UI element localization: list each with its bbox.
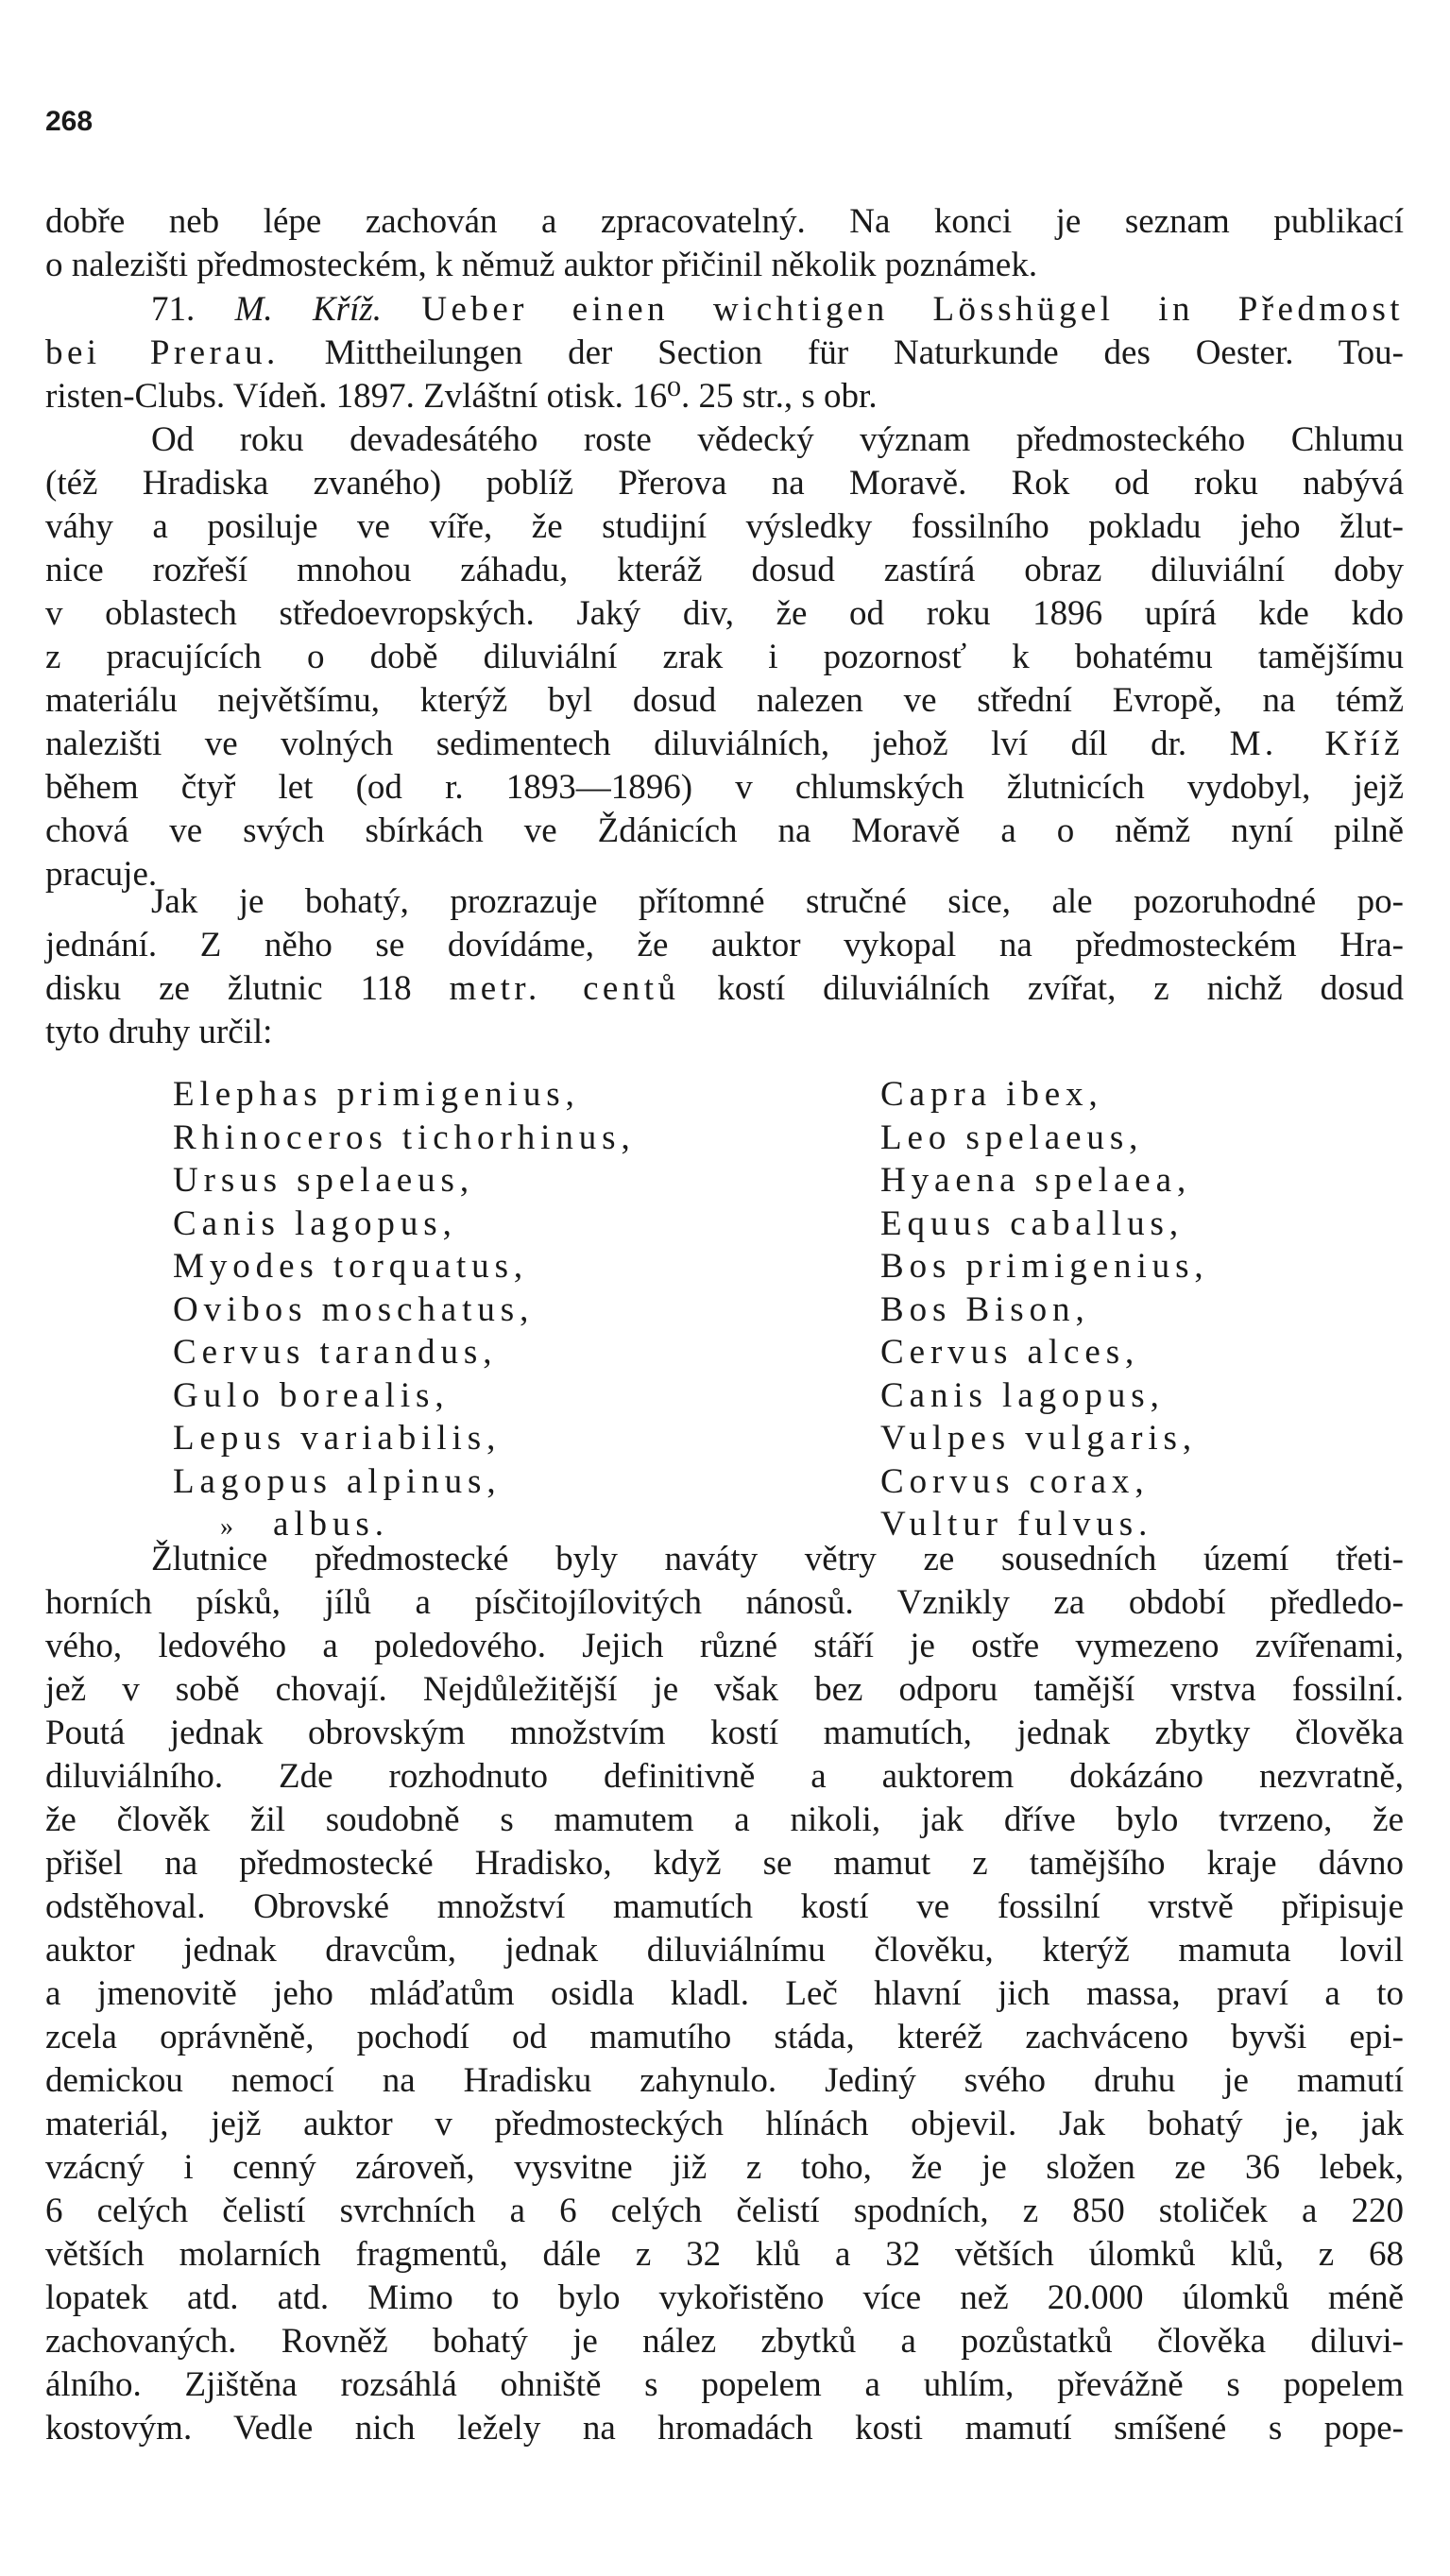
author-reference: M. Kříž bbox=[1229, 725, 1405, 763]
species-item: Corvus corax, bbox=[880, 1461, 1150, 1501]
text-line: vého, ledového a poledového. Jejich různé stáří je ostře vymezeno zvířenami, bbox=[45, 1627, 1404, 1665]
entry-number: 71. bbox=[151, 290, 196, 329]
text-line: álního. Zjištěna rozsáhlá ohniště s popelem a uhlím, převážně s popelem bbox=[45, 2365, 1404, 2404]
text-line: že člověk žil soudobně s mamutem a nikoli, jak dříve bylo tvrzeno, že bbox=[45, 1800, 1404, 1839]
text-line: větších molarních fragmentů, dále z 32 klů a 32 větších úlomků klů, z 68 bbox=[45, 2235, 1404, 2274]
species-item: Equus caballus, bbox=[880, 1203, 1185, 1243]
ditto-mark: » bbox=[220, 1512, 233, 1542]
text-line: chová ve svých sbírkách ve Ždánicích na Moravě a o němž nyní pilně bbox=[45, 811, 1404, 850]
text-line: auktor jednak dravcům, jednak diluviálnímu člověku, kterýž mamuta lovil bbox=[45, 1931, 1404, 1970]
species-item: Cervus alces, bbox=[880, 1333, 1140, 1372]
text-line: váhy a posiluje ve víře, že studijní výsledky fossilního pokladu jeho žlut- bbox=[45, 507, 1404, 546]
text-line: materiál, jejž auktor v předmosteckých hlínách objevil. Jak bohatý je, jak bbox=[45, 2105, 1404, 2143]
species-item: Lepus variabilis, bbox=[173, 1419, 502, 1458]
species-item: Elephas primigenius, bbox=[173, 1075, 580, 1114]
text-line: (též Hradiska zvaného) poblíž Přerova na Moravě. Rok od roku nabývá bbox=[45, 464, 1404, 503]
species-item: Leo spelaeus, bbox=[880, 1117, 1144, 1157]
text-line: během čtyř let (od r. 1893—1896) v chlumských žlutnicích vydobyl, jejž bbox=[45, 768, 1404, 807]
species-item: Canis lagopus, bbox=[173, 1203, 457, 1243]
page-number: 268 bbox=[45, 106, 94, 137]
species-item: Vultur fulvus. bbox=[880, 1505, 1153, 1544]
species-item: Vulpes vulgaris, bbox=[880, 1419, 1198, 1458]
text-line: tyto druhy určil: bbox=[45, 1013, 273, 1051]
text-line: z pracujících o době diluviální zrak i pozornosť k bohatému tamějšímu bbox=[45, 638, 1404, 676]
species-item: Ovibos moschatus, bbox=[173, 1289, 535, 1329]
text-line: demickou nemocí na Hradisku zahynulo. Jediný svého druhu je mamutí bbox=[45, 2061, 1404, 2100]
text-segment: kostí diluviálních zvířat, z nichž dosud bbox=[717, 969, 1405, 1008]
text-line: v oblastech středoevropských. Jaký div, že od roku 1896 upírá kde kdo bbox=[45, 594, 1404, 633]
text-line: Žlutnice předmostecké byly naváty větry ze sousedních území třeti- bbox=[151, 1540, 1404, 1578]
species-item: Bos Bison, bbox=[880, 1289, 1090, 1329]
text-line: odstěhoval. Obrovské množství mamutích kostí ve fossilní vrstvě připisuje bbox=[45, 1887, 1404, 1926]
text-line: jež v sobě chovají. Nejdůležitější je však bez odporu tamější vrstva fossilní. bbox=[45, 1670, 1404, 1709]
intro-paragraph bbox=[45, 200, 1404, 287]
text-line: lopatek atd. atd. Mimo to bylo vykořistěno více než 20.000 úlomků méně bbox=[45, 2278, 1404, 2317]
species-item: Lagopus alpinus, bbox=[173, 1461, 502, 1501]
species-item: Rhinoceros tichorhinus, bbox=[173, 1117, 636, 1157]
entry-title-end: bei Prerau. bbox=[45, 333, 280, 372]
entry-heading-line bbox=[45, 288, 1404, 332]
entry-line bbox=[45, 332, 1404, 375]
paragraph-3 bbox=[45, 880, 1404, 1054]
species-list-left bbox=[173, 1073, 636, 1546]
text-line: zachovaných. Rovněž bohatý je nález zbytků a pozůstatků člověka diluvi- bbox=[45, 2322, 1404, 2361]
text-line bbox=[45, 723, 1404, 766]
text-line: přišel na předmostecké Hradisko, když se mamut z tamějšího kraje dávno bbox=[45, 1844, 1404, 1883]
text-line: vzácný i cenný zároveň, vysvitne již z toho, že je složen ze 36 lebek, bbox=[45, 2148, 1404, 2187]
text-line: pracuje. bbox=[45, 855, 158, 894]
text-line: 6 celých čelistí svrchních a 6 celých čelistí spodních, z 850 stoliček a 220 bbox=[45, 2192, 1404, 2230]
paragraph-4 bbox=[45, 1538, 1404, 2450]
text-line: Jak je bohatý, prozrazuje přítomné stručné sice, ale pozoruhodné po- bbox=[151, 882, 1404, 921]
species-item: Canis lagopus, bbox=[880, 1375, 1165, 1415]
species-item: Ursus spelaeus, bbox=[173, 1161, 474, 1200]
text-line: dobře neb lépe zachován a zpracovatelný. Na konci je seznam publikací bbox=[45, 202, 1404, 241]
text-line: diluviálního. Zde rozhodnuto definitivně a auktorem dokázáno nezvratně, bbox=[45, 1757, 1404, 1796]
entry-source: Mittheilungen der Section für Naturkunde des Oester. Tou- bbox=[324, 333, 1404, 372]
text-line: kostovým. Vedle nich ležely na hromadách kosti mamutí smíšené s pope- bbox=[45, 2409, 1404, 2448]
species-item: Capra ibex, bbox=[880, 1075, 1103, 1114]
species-name: albus. bbox=[273, 1505, 389, 1544]
text-line: Od roku devadesátého roste vědecký význam předmosteckého Chlumu bbox=[151, 420, 1404, 459]
species-item: Myodes torquatus, bbox=[173, 1247, 529, 1286]
text-line bbox=[45, 967, 1404, 1011]
entry-author: M. Kříž. bbox=[234, 290, 383, 329]
text-line: a jmenovitě jeho mláďatům osidla kladl. Leč hlavní jich massa, praví a to bbox=[45, 1974, 1404, 2013]
text-line: o nalezišti předmosteckém, k němuž auktor přičinil několik poznámek. bbox=[45, 246, 1038, 284]
text-line: jednání. Z něho se dovídáme, že auktor vykopal na předmosteckém Hra- bbox=[45, 926, 1404, 964]
paragraph-2 bbox=[45, 418, 1404, 896]
text-line: materiálu největšímu, kterýž byl dosud nalezen ve střední Evropě, na témž bbox=[45, 681, 1404, 720]
entry-title: Ueber einen wichtigen Lösshügel in Předmost bbox=[421, 290, 1405, 329]
species-item: Cervus tarandus, bbox=[173, 1333, 498, 1372]
text-line: nice rozřeší mnohou záhadu, kteráž dosud zastírá obraz diluviální doby bbox=[45, 551, 1404, 589]
text-segment: nalezišti ve volných sedimentech diluviálních, jehož lví díl dr. bbox=[45, 725, 1187, 763]
text-line: Poutá jednak obrovským množstvím kostí mamutích, jednak zbytky člověka bbox=[45, 1714, 1404, 1752]
text-line: horních písků, jílů a písčitojílovitých nánosů. Vznikly za období předledo- bbox=[45, 1583, 1404, 1622]
bibliography-entry-71 bbox=[45, 288, 1404, 418]
text-line: zcela oprávněně, pochodí od mamutího stáda, kteréž zachváceno byvši epi- bbox=[45, 2018, 1404, 2056]
species-list-right bbox=[880, 1073, 1209, 1546]
text-segment: disku ze žlutnic 118 bbox=[45, 969, 412, 1008]
species-item: Hyaena spelaea, bbox=[880, 1161, 1192, 1200]
entry-line: risten-Clubs. Vídeň. 1897. Zvláštní otisk. 16⁰. 25 str., s obr. bbox=[45, 377, 878, 416]
species-item: Gulo borealis, bbox=[173, 1375, 450, 1415]
species-item: Bos primigenius, bbox=[880, 1247, 1209, 1286]
spaced-text: metr. centů bbox=[449, 969, 680, 1008]
